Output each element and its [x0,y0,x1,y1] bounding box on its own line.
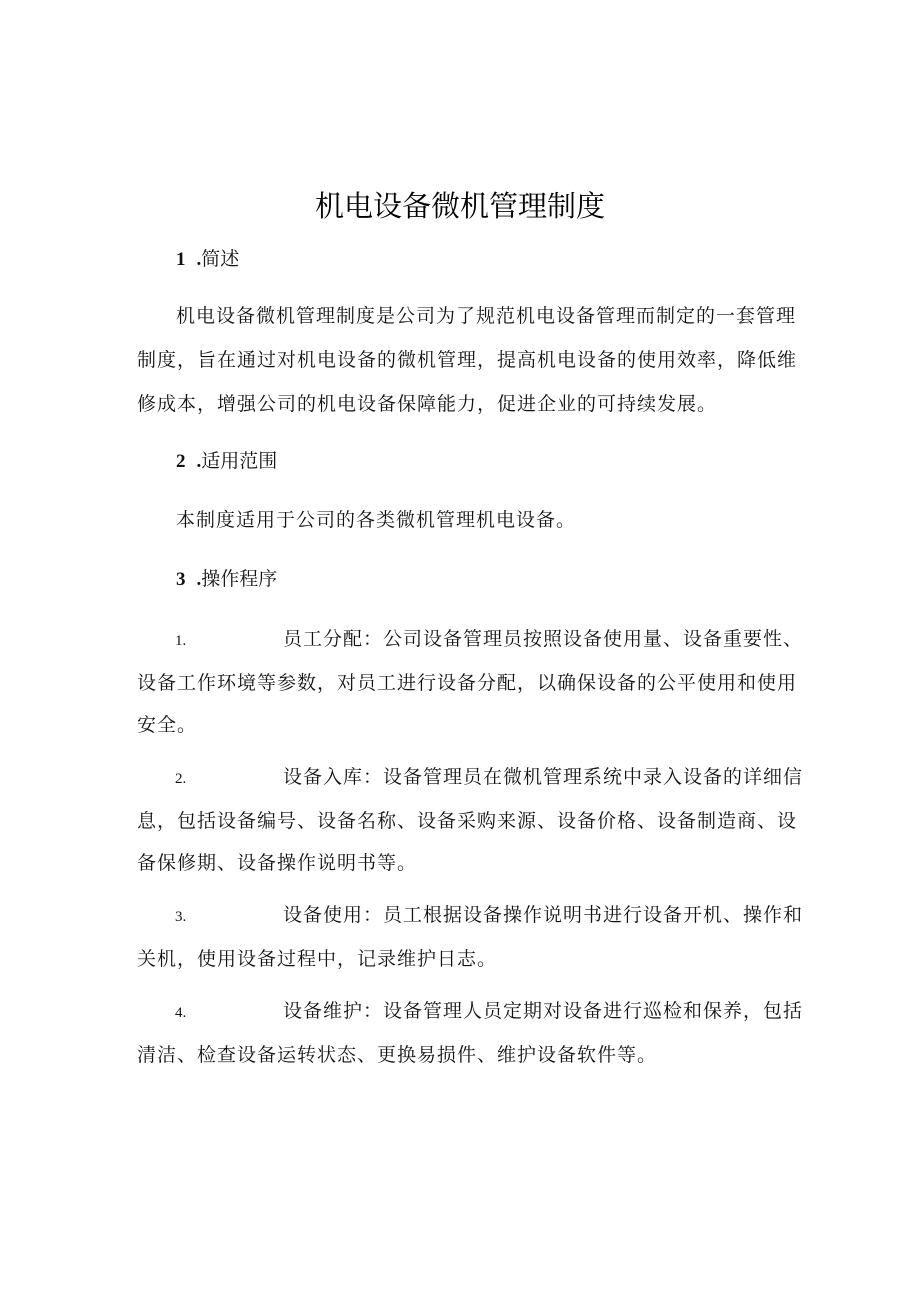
section-heading-3 [176,566,277,593]
section-dot: . [196,451,202,472]
list-item-number: 2. [175,771,187,787]
list-item-number: 3. [175,909,187,925]
list-item-text: 设备维护：设备管理人员定期对设备进行巡检和保养，包括清洁、检查设备运转状态、更换易损件、维护设备软件等。 [137,1000,804,1066]
section-paragraph-1: 机电设备微机管理制度是公司为了规范机电设备管理而制定的一套管理制度，旨在通过对机电设备的微机管理，提高机电设备的使用效率，降低维修成本，增强公司的机电设备保障能力，促进企业的可持续发展。 [137,305,798,415]
document-title: 机电设备微机管理制度 [314,189,605,223]
section-heading-1 [176,246,239,273]
section-number: 3 [176,569,187,590]
list-item-text: 员工分配：公司设备管理员按照设备使用量、设备重要性、设备工作环境等参数，对员工进行设备分配，以确保设备的公平使用和使用安全。 [137,628,804,736]
list-item [137,756,809,884]
section-heading-2 [176,448,277,475]
section-title: 简述 [201,248,240,270]
section-number: 2 [176,451,187,472]
section-dot: . [196,249,202,270]
section-dot: . [196,569,202,590]
list-item-number: 4. [175,1005,187,1021]
list-item-text: 设备使用：员工根据设备操作说明书进行设备开机、操作和关机，使用设备过程中，记录维护日志。 [137,904,804,970]
list-item-text: 设备入库：设备管理员在微机管理系统中录入设备的详细信息，包括设备编号、设备名称、设备采购来源、设备价格、设备制造商、设备保修期、设备操作说明书等。 [137,766,804,874]
section-paragraph-2: 本制度适用于公司的各类微机管理机电设备。 [176,509,577,531]
list-item [137,894,809,980]
list-item-number: 1. [175,633,187,649]
section-title: 操作程序 [201,568,278,590]
section-title: 适用范围 [201,450,278,472]
list-item [137,990,809,1076]
section-number: 1 [176,249,187,270]
list-item [137,618,809,746]
